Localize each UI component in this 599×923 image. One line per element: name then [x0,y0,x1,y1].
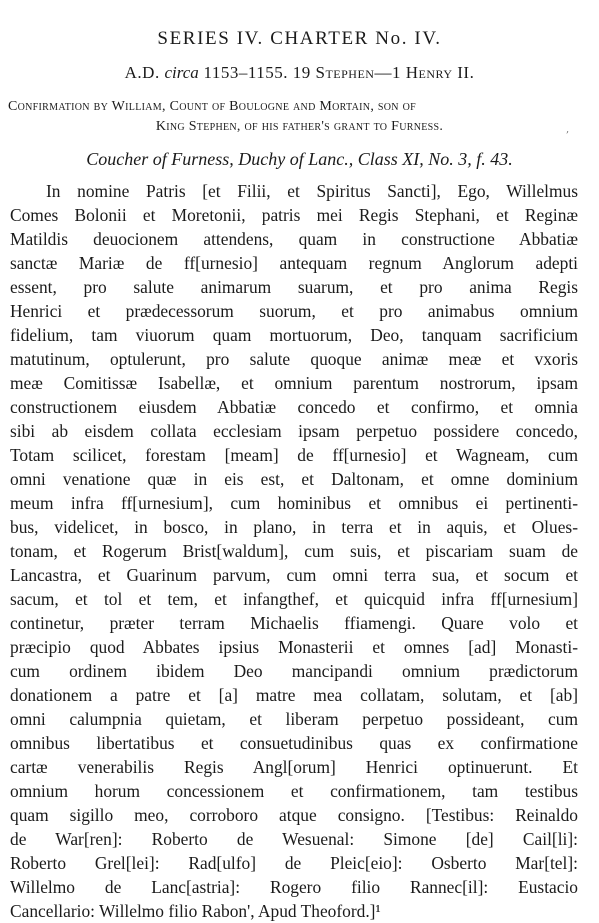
body-line: præcipio quod Abbates ipsius Monasterii et omnes [ad] Monasti- [10,637,578,657]
body-line: omni calumpnia quietam, et liberam perpetuo possideant, cum [10,709,578,729]
body-line: essent, pro salute animarum suarum, et pro anima Regis [10,277,578,297]
body-line: omnium horum concessionem et confirmationem, tam testibus [10,781,578,801]
body-line: tonam, et Rogerum Brist[waldum], cum suis, et piscariam suam de [10,541,578,561]
body-line: bus, videlicet, in bosco, in plano, in terra et in aquis, et Olues- [10,517,578,537]
date-prefix: A.D. [124,63,165,82]
date-range: 1153–1155. 19 Stephen—1 Henry II. [198,63,475,82]
date-line [0,63,599,83]
body-line: Lancastra, et Guarinum parvum, cum omni terra sua, et socum et [10,565,578,585]
body-line: continetur, præter terram Michaelis ffiamengi. Quare volo et [10,613,578,633]
confirmation-line-1: Confirmation by William, Count of Boulogne and Mortain, son of [8,99,417,114]
source-citation: Coucher of Furness, Duchy of Lanc., Class XI, No. 3, f. 43. [86,149,513,169]
body-line: Comes Bolonii et Moretonii, patris mei Regis Stephani, et Reginæ [10,205,578,225]
body-line: Henrici et prædecessorum suorum, et pro animabus omnium [10,301,578,321]
body-line: Willelmo de Lanc[astria]: Rogero filio Rannec[il]: Eustacio [10,877,578,897]
body-line: In nomine Patris [et Filii, et Spiritus Sancti], Ego, Willelmus [46,181,578,201]
body-line: Roberto Grel[lei]: Rad[ulfo] de Pleic[eio]: Osberto Mar[tel]: [10,853,578,873]
body-line: quam sigillo meo, corroboro atque consigno. [Testibus: Reinaldo [10,805,578,825]
body-line: de War[ren]: Roberto de Wesuenal: Simone [de] Cail[li]: [10,829,578,849]
body-line: sibi ab eisdem collata ecclesiam ipsam perpetuo possidere concedo, [10,421,578,441]
body-line: meum infra ff[urnesium], cum hominibus et omnibus ei pertinenti- [10,493,578,513]
body-line: cum ordinem ibidem Deo mancipandi omnium prædictorum [10,661,578,681]
confirmation-line-2: King Stephen, of his father's grant to Furness. [155,119,444,134]
body-line: meæ Comitissæ Isabellæ, et omnium parentum nostrorum, ipsam [10,373,578,393]
body-line: fidelium, tam viuorum quam mortuorum, Deo, tanquam sacrificium [10,325,578,345]
body-line: cartæ venerabilis Regis Angl[orum] Henrici optinuerunt. Et [10,757,578,777]
body-line: Cancellario: Willelmo filio Rabon', Apud Theoford.]¹ [10,901,381,921]
body-line: sacum, et tol et tem, et infangthef, et quicquid infra ff[urnesium] [10,589,578,609]
body-line: constructionem eiusdem Abbatiæ concedo et confirmo, et omnia [10,397,578,417]
stray-mark: , [566,124,570,135]
body-line: donationem a patre et [a] matre mea collatam, solutam, et [ab] [10,685,578,705]
body-line: Totam scilicet, forestam [meam] de ff[urnesio] et Wagneam, cum [10,445,578,465]
charter-body [10,179,578,923]
series-charter-heading: SERIES IV. CHARTER No. IV. [157,28,442,49]
body-line: sanctæ Mariæ de ff[urnesio] antequam regnum Anglorum adepti [10,253,578,273]
body-line: matutinum, optulerunt, pro salute quoque animæ meæ et vxoris [10,349,578,369]
body-line: Matildis deuocionem attendens, quam in constructione Abbatiæ [10,229,578,249]
body-line: omni venatione quæ in eis est, et Daltonam, et omne dominium [10,469,578,489]
body-line: omnibus libertatibus et consuetudinibus quas ex confirmatione [10,733,578,753]
date-circa: circa [164,63,199,82]
